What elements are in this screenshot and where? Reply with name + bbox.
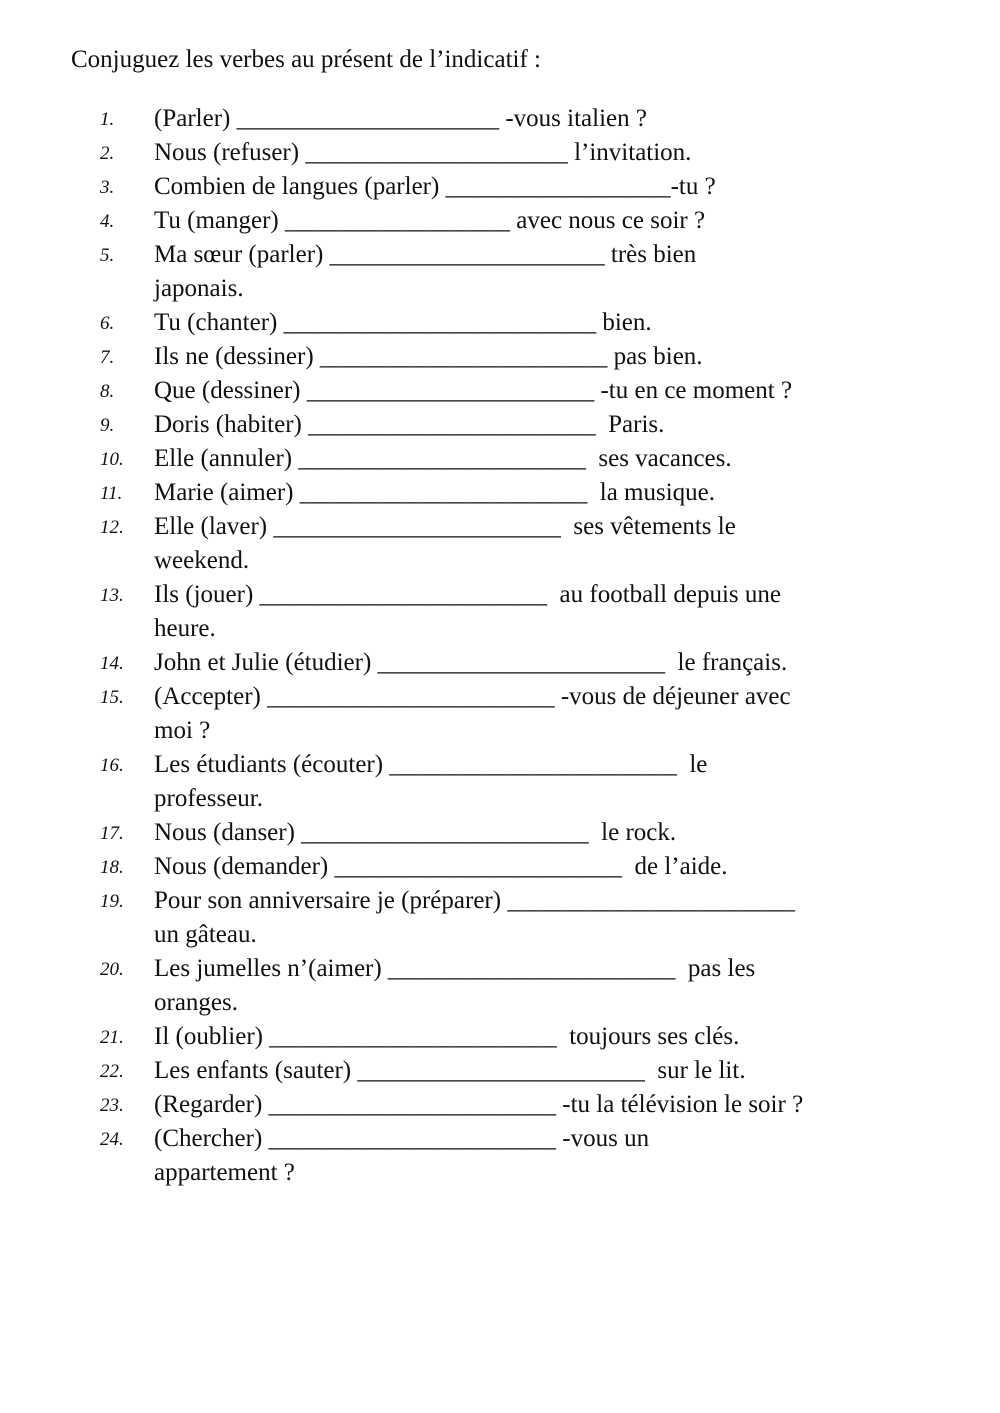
exercise-number: 16. — [100, 755, 124, 776]
exercise-text: Elle (annuler) _______________________ ses vacances. — [154, 445, 732, 472]
exercise-item — [100, 680, 900, 748]
exercise-text: (Regarder) _______________________ -tu la télévision le soir ? — [154, 1091, 804, 1118]
exercise-text: Les jumelles n’(aimer) _______________________ pas les oranges. — [154, 955, 756, 1016]
exercise-text: Doris (habiter) _______________________ Paris. — [154, 411, 665, 438]
exercise-number: 4. — [100, 211, 115, 232]
exercise-text: Les étudiants (écouter) _______________________ le professeur. — [154, 751, 708, 812]
exercise-text: (Parler) _____________________ -vous italien ? — [154, 105, 647, 132]
exercise-item — [100, 476, 900, 510]
exercise-item — [100, 850, 900, 884]
exercise-number: 9. — [100, 415, 115, 436]
exercise-number: 14. — [100, 653, 124, 674]
exercise-text: Elle (laver) _______________________ ses vêtements le weekend. — [154, 513, 736, 574]
exercise-number: 11. — [100, 483, 123, 504]
exercise-number: 19. — [100, 891, 124, 912]
exercise-item — [100, 646, 900, 680]
exercise-text: (Accepter) _______________________ -vous de déjeuner avec moi ? — [154, 683, 791, 744]
exercise-item — [100, 816, 900, 850]
exercise-item — [100, 204, 900, 238]
exercise-number: 8. — [100, 381, 115, 402]
exercise-item — [100, 952, 900, 1020]
exercise-item — [100, 136, 900, 170]
exercise-number: 20. — [100, 959, 124, 980]
exercise-number: 21. — [100, 1027, 124, 1048]
exercise-number: 24. — [100, 1129, 124, 1150]
exercise-text: Il (oublier) _______________________ toujours ses clés. — [154, 1023, 740, 1050]
exercise-number: 5. — [100, 245, 115, 266]
exercise-item — [100, 238, 900, 306]
exercise-text: (Chercher) _______________________ -vous un appartement ? — [154, 1125, 650, 1186]
exercise-item — [100, 1020, 900, 1054]
exercise-item — [100, 306, 900, 340]
exercise-item — [100, 102, 900, 136]
exercise-number: 1. — [100, 109, 115, 130]
exercise-text: Nous (danser) _______________________ le rock. — [154, 819, 677, 846]
exercise-item — [100, 408, 900, 442]
exercise-text: Tu (manger) __________________ avec nous ce soir ? — [154, 207, 706, 234]
exercise-item — [100, 510, 900, 578]
exercise-number: 7. — [100, 347, 115, 368]
exercise-number: 18. — [100, 857, 124, 878]
exercise-text: Combien de langues (parler) __________________-tu ? — [154, 173, 716, 200]
exercise-text: Les enfants (sauter) _______________________ sur le lit. — [154, 1057, 746, 1084]
exercise-text: Que (dessiner) _______________________ -tu en ce moment ? — [154, 377, 793, 404]
exercise-text: Tu (chanter) _________________________ bien. — [154, 309, 652, 336]
exercise-item — [100, 170, 900, 204]
exercise-text: Ma sœur (parler) ______________________ très bien japonais. — [154, 241, 697, 302]
exercise-number: 13. — [100, 585, 124, 606]
exercise-text: Nous (demander) _______________________ de l’aide. — [154, 853, 728, 880]
exercise-item — [100, 578, 900, 646]
exercise-number: 12. — [100, 517, 124, 538]
exercise-number: 15. — [100, 687, 124, 708]
instruction-heading: Conjuguez les verbes au présent de l’indicatif : — [71, 46, 541, 73]
exercise-text: Pour son anniversaire je (préparer) _______________________ un gâteau. — [154, 887, 795, 948]
exercise-item — [100, 1122, 900, 1190]
exercise-number: 23. — [100, 1095, 124, 1116]
exercise-item — [100, 442, 900, 476]
exercise-item — [100, 884, 900, 952]
exercise-list — [100, 102, 900, 1190]
exercise-item — [100, 1088, 900, 1122]
exercise-text: Marie (aimer) _______________________ la musique. — [154, 479, 716, 506]
exercise-item — [100, 748, 900, 816]
exercise-number: 2. — [100, 143, 115, 164]
exercise-text: Ils ne (dessiner) _______________________ pas bien. — [154, 343, 703, 370]
exercise-item — [100, 374, 900, 408]
exercise-number: 6. — [100, 313, 115, 334]
exercise-number: 22. — [100, 1061, 124, 1082]
exercise-number: 10. — [100, 449, 124, 470]
exercise-number: 17. — [100, 823, 124, 844]
exercise-item — [100, 1054, 900, 1088]
exercise-text: Nous (refuser) _____________________ l’invitation. — [154, 139, 692, 166]
exercise-item — [100, 340, 900, 374]
exercise-text: John et Julie (étudier) _______________________ le français. — [154, 649, 788, 676]
exercise-number: 3. — [100, 177, 115, 198]
exercise-text: Ils (jouer) _______________________ au football depuis une heure. — [154, 581, 781, 642]
